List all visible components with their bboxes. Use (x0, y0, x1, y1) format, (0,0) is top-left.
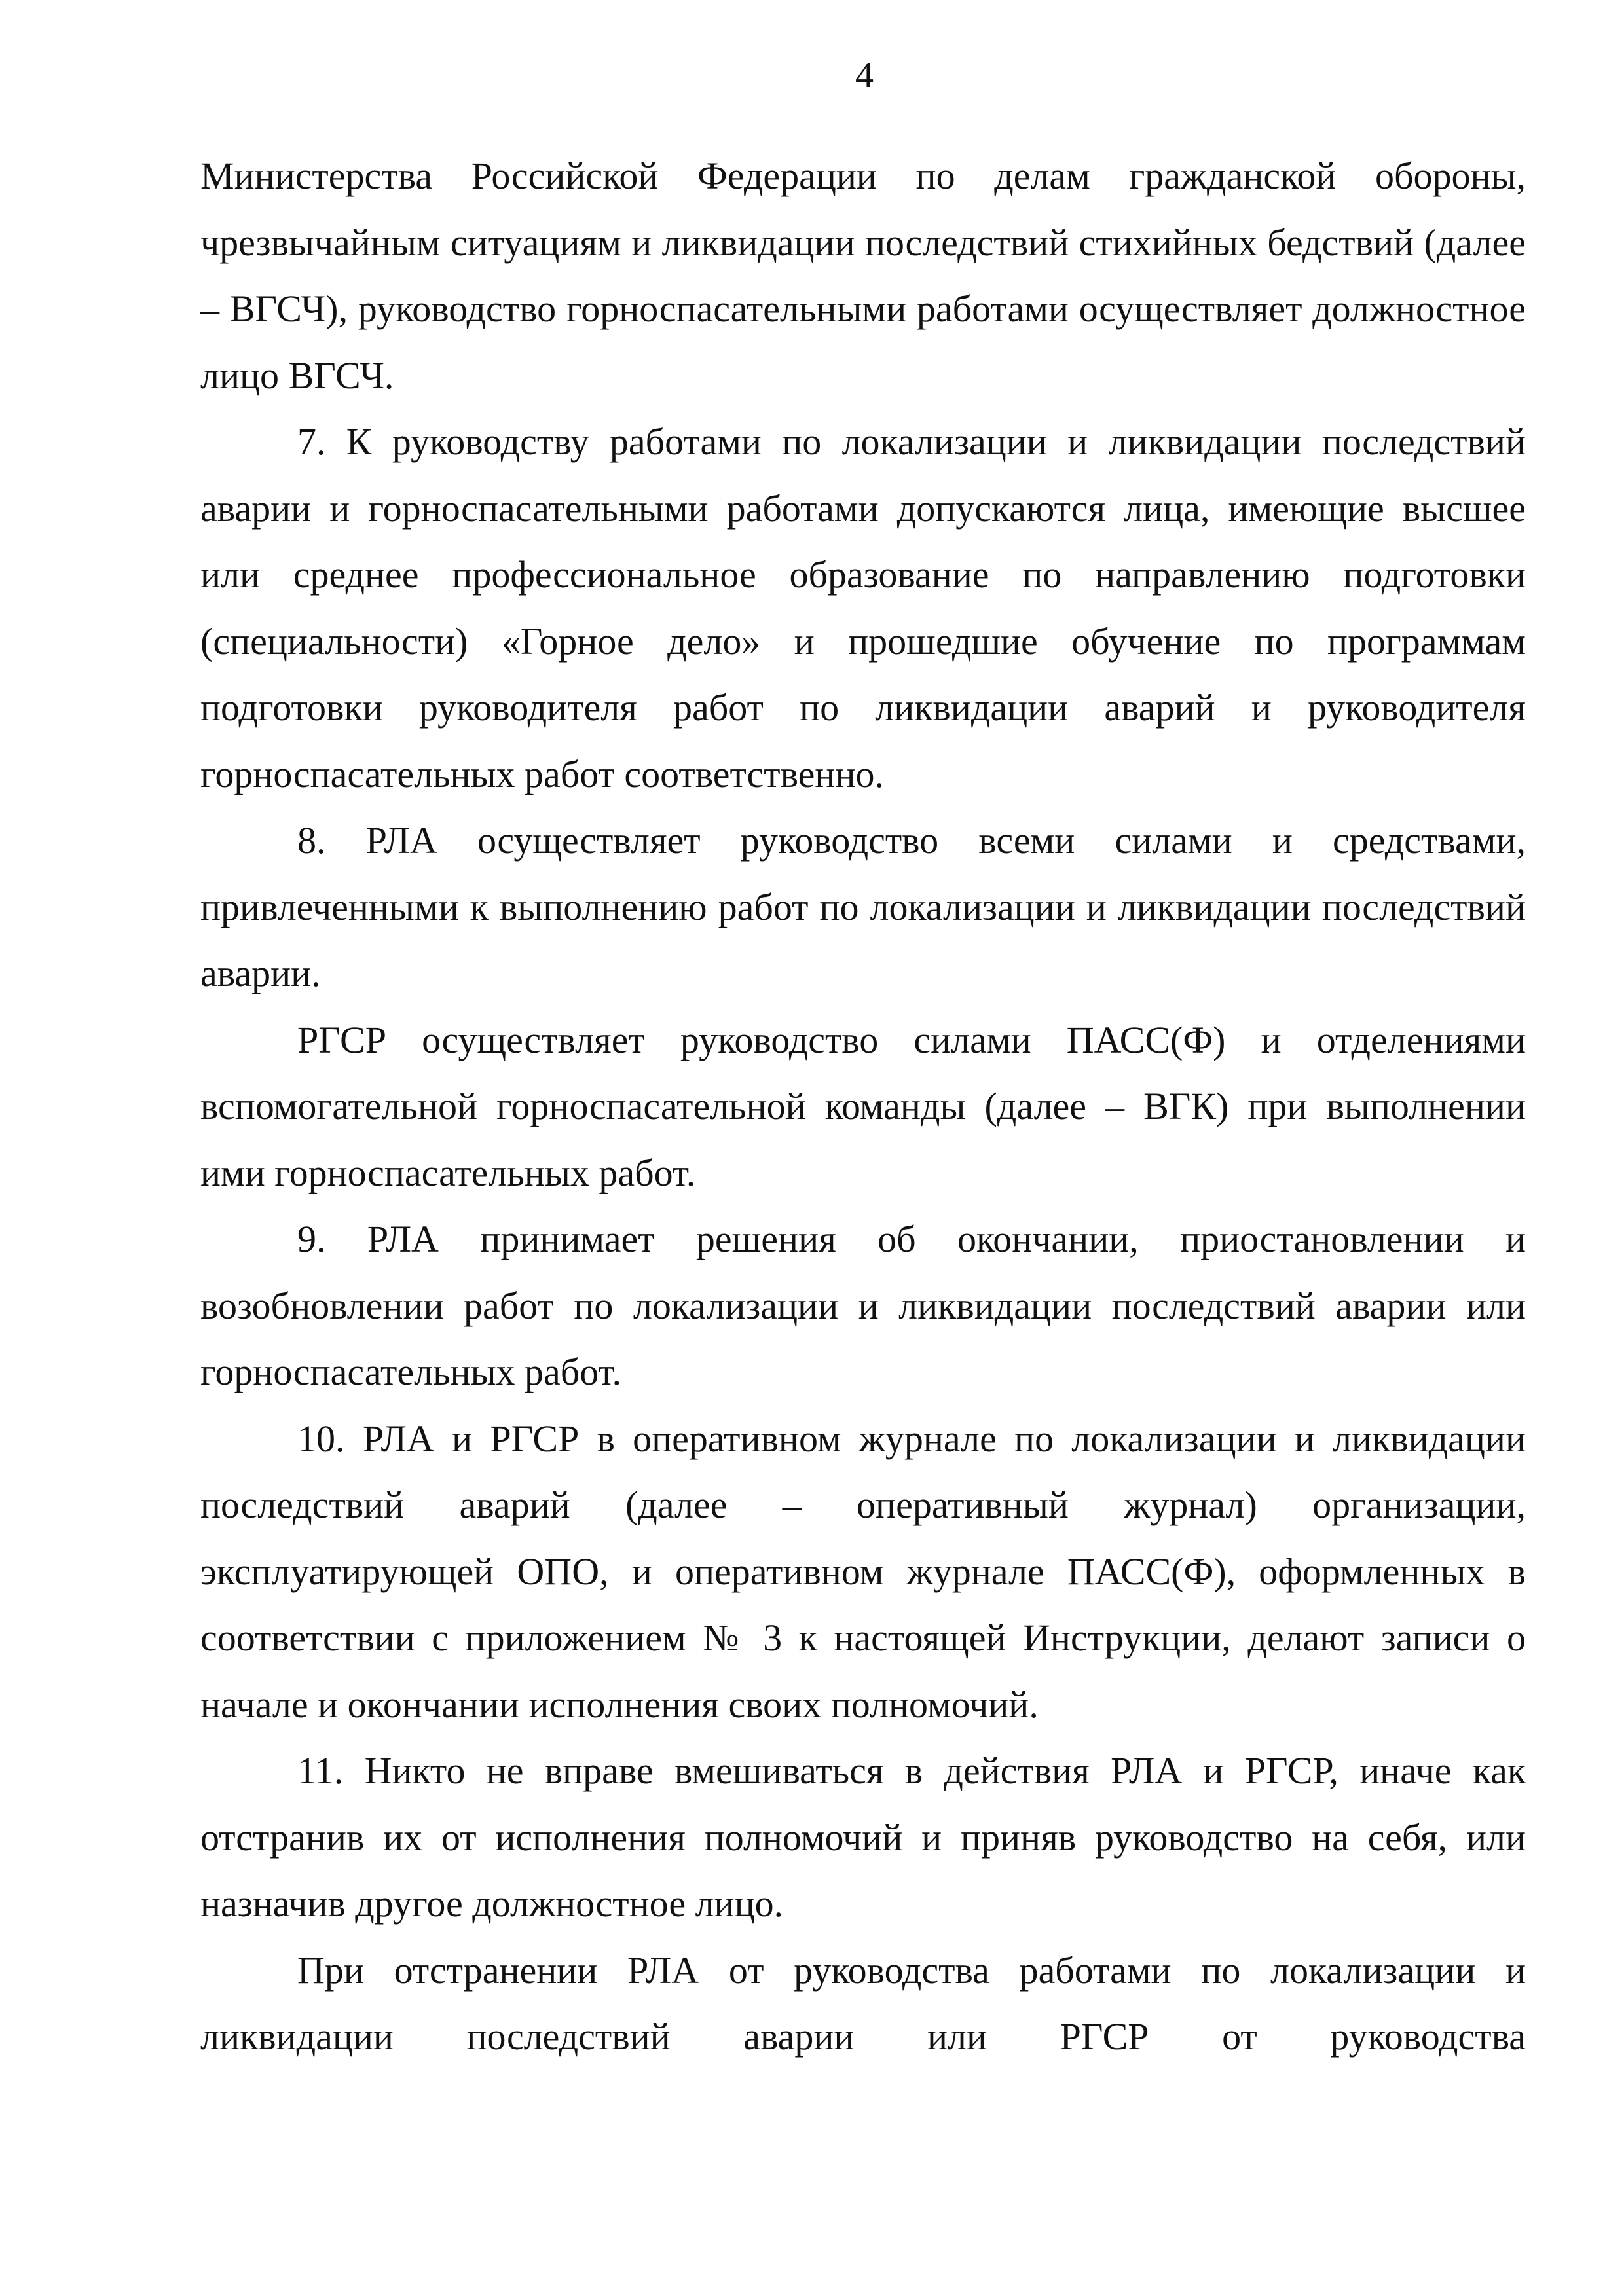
paragraph-item-10: 10. РЛА и РГСР в оперативном журнале по локализации и ликвидации последствий аварий (далее – оперативный журнал) организации, эксплуатирующей ОПО, и оперативном журнале ПАСС(Ф), оформленных в соответствии с приложением № 3 к настоящей Инструкции, делают записи о начале и окончании исполнения своих полномочий. (200, 1417, 1526, 1726)
document-body (200, 143, 1526, 2070)
paragraph-continuation: Министерства Российской Федерации по делам гражданской обороны, чрезвычайным ситуациям и ликвидации последствий стихийных бедствий (далее – ВГСЧ), руководство горноспасательными работами осуществляет должностное лицо ВГСЧ. (200, 155, 1526, 397)
paragraph-removal: При отстранении РЛА от руководства работами по локализации и ликвидации последствий аварии или РГСР от руководства (200, 1948, 1526, 2058)
page-number: 4 (855, 55, 874, 96)
paragraph-item-11: 11. Никто не вправе вмешиваться в действия РЛА и РГСР, иначе как отстранив их от исполнения полномочий и приняв руководство на себя, или назначив другое должностное лицо. (200, 1749, 1526, 1925)
paragraph-item-8: 8. РЛА осуществляет руководство всеми силами и средствами, привлеченными к выполнению работ по локализации и ликвидации последствий аварии. (200, 819, 1526, 994)
paragraph-item-7: 7. К руководству работами по локализации и ликвидации последствий аварии и горноспасательными работами допускаются лица, имеющие высшее или среднее профессиональное образование по направлению подготовки (специальности) «Горное дело» и прошедшие обучение по программам подготовки руководителя работ по ликвидации аварий и руководителя горноспасательных работ соответственно. (200, 420, 1526, 795)
paragraph-item-9: 9. РЛА принимает решения об окончании, приостановлении и возобновлении работ по локализации и ликвидации последствий аварии или горноспасательных работ. (200, 1218, 1526, 1393)
paragraph-rgsr: РГСР осуществляет руководство силами ПАСС(Ф) и отделениями вспомогательной горноспасательной команды (далее – ВГК) при выполнении ими горноспасательных работ. (200, 1018, 1526, 1194)
